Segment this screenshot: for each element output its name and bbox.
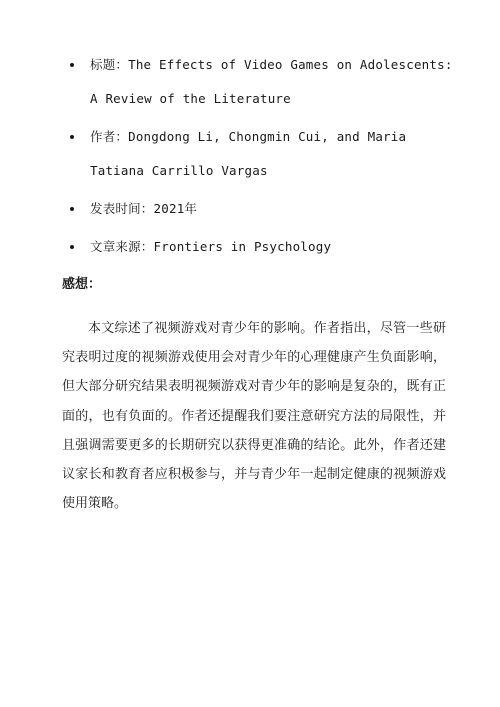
date-value: 2021年 (153, 201, 198, 216)
list-item-authors (62, 120, 462, 188)
authors-label: 作者： (90, 129, 129, 144)
list-item-source (62, 230, 462, 264)
bullet-icon (70, 245, 74, 249)
reference-list (62, 48, 462, 268)
list-item-title (62, 48, 462, 116)
date-label: 发表时间： (90, 201, 154, 216)
bullet-icon (70, 135, 74, 139)
source-value: Frontiers in Psychology (153, 239, 332, 254)
title-label: 标题： (90, 57, 129, 72)
section-heading: 感想： (62, 277, 102, 292)
source-label: 文章来源： (90, 239, 154, 254)
title-value: The Effects of Video Games on Adolescents: A Review of the Literature (90, 57, 453, 106)
authors-value: Dongdong Li, Chongmin Cui, and Maria Tatiana Carrillo Vargas (90, 129, 407, 178)
body-paragraph: 本文综述了视频游戏对青少年的影响。作者指出，尽管一些研究表明过度的视频游戏使用会对青少年的心理健康产生负面影响，但大部分研究结果表明视频游戏对青少年的影响是复杂的，既有正面的，也有负面的。作者还提醒我们要注意研究方法的局限性，并且强调需要更多的长期研究以获得更准确的结论。此外，作者还建议家长和教育者应积极参与，并与青少年一起制定健康的视频游戏使用策略。 (62, 321, 446, 512)
bullet-icon (70, 63, 74, 67)
bullet-icon (70, 207, 74, 211)
list-item-date (62, 192, 462, 226)
